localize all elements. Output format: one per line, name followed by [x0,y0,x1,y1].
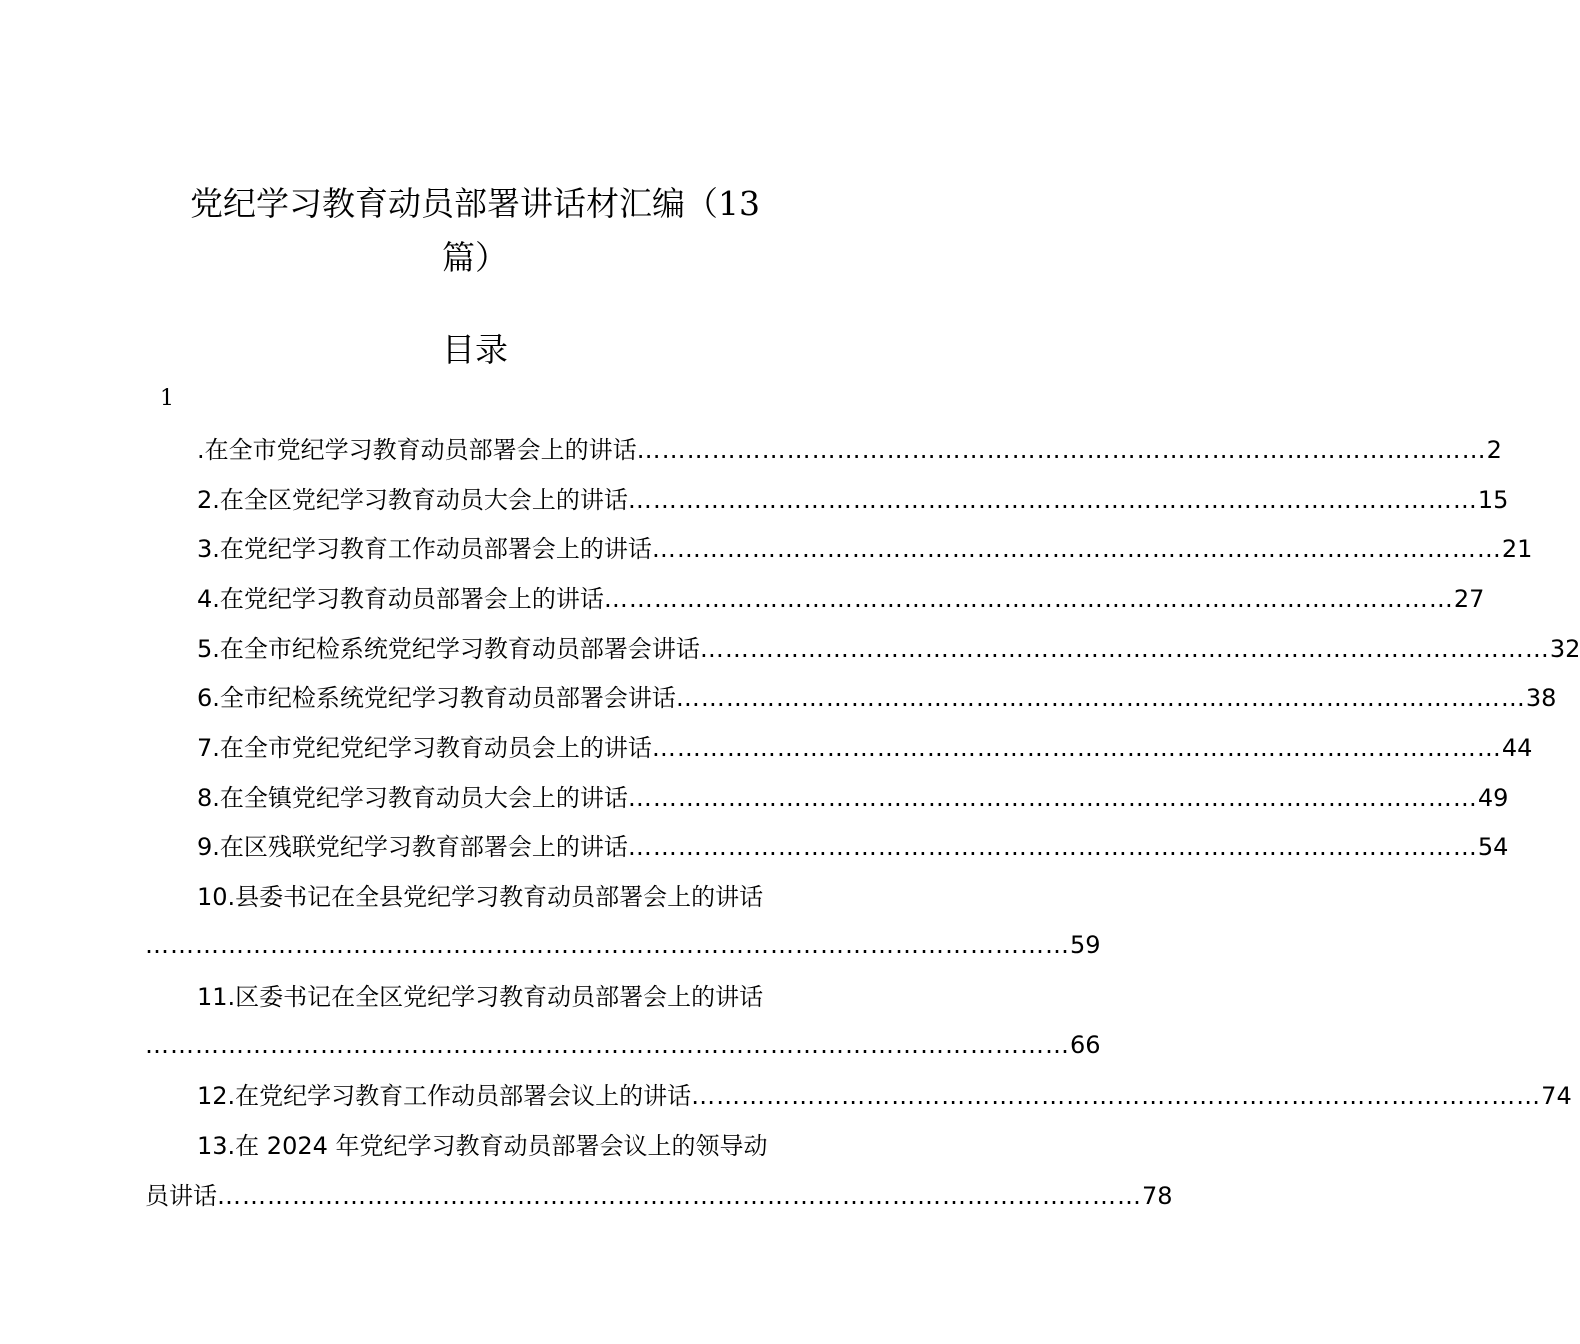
leader-dots: ………………………………………………………………………………………… [651,734,1502,762]
toc-entry-text: 4.在党纪学习教育动员部署会上的讲话 [197,585,604,613]
leader-dots: ………………………………………………………………………………………………… [145,931,1070,959]
toc-entry-page: 49 [1477,784,1509,812]
title-number: 13 [718,184,760,223]
toc-entry-2[interactable] [197,480,1509,520]
leader-dots: ………………………………………………………………………………………… [691,1082,1542,1110]
title-end: 篇） [442,238,508,277]
toc-entry-page: 59 [1070,931,1101,959]
leader-dots: ………………………………………………………………………………………………… [145,1031,1070,1059]
leader-dots: ………………………………………………………………………………………… [675,684,1526,712]
leader-dots: ………………………………………………………………………………………… [627,784,1478,812]
toc-entry-text: 10.县委书记在全县党纪学习教育动员部署会上的讲话 [197,883,764,911]
toc-entry-page: 21 [1501,535,1533,563]
toc-entry-10-line-2[interactable] [145,925,1101,965]
toc-entry-text: 3.在党纪学习教育工作动员部署会上的讲话 [197,535,652,563]
toc-entry-11-line-2[interactable] [145,1025,1101,1065]
list-marker: 1 [160,386,174,411]
leader-dots: ………………………………………………………………………………………… [603,585,1454,613]
toc-entry-13-line-1[interactable] [197,1126,805,1166]
toc-entry-8[interactable] [197,778,1509,818]
toc-entry-13-line-2[interactable] [145,1176,1173,1216]
toc-entry-page: 74 [1541,1082,1572,1110]
toc-entry-10-line-1[interactable] [197,877,805,917]
toc-entry-page: 66 [1070,1031,1101,1059]
toc-entry-page: 15 [1477,486,1509,514]
leader-dots: ………………………………………………………………………………………… [699,635,1550,663]
toc-heading: 目录 [442,330,508,369]
toc-entry-text: .在全市党纪学习教育动员部署会上的讲话 [197,436,637,464]
toc-entry-text: 9.在区残联党纪学习教育部署会上的讲话 [197,833,628,861]
toc-entry-7[interactable] [197,728,1533,768]
toc-entry-1[interactable] [197,430,1502,470]
toc-entry-text: 5.在全市纪检系统党纪学习教育动员部署会讲话 [197,635,700,663]
leader-dots: ………………………………………………………………………………………… [636,436,1487,464]
toc-entry-text: 8.在全镇党纪学习教育动员大会上的讲话 [197,784,628,812]
toc-entry-text: 11.区委书记在全区党纪学习教育动员部署会上的讲话 [197,983,764,1011]
toc-entry-3[interactable] [197,529,1533,569]
toc-entry-text: 2.在全区党纪学习教育动员大会上的讲话 [197,486,628,514]
toc-entry-page: 78 [1142,1182,1173,1210]
title-main: 党纪学习教育动员部署讲话材汇编（ [190,184,718,223]
toc-entry-5[interactable] [197,629,1580,669]
toc-entry-12[interactable] [197,1076,1572,1116]
toc-entry-page: 32 [1549,635,1580,663]
leader-dots: ………………………………………………………………………………………… [627,486,1478,514]
toc-entry-page: 38 [1525,684,1557,712]
toc-entry-text: 13.在 2024 年党纪学习教育动员部署会议上的领导动 [197,1132,768,1160]
toc-entry-6[interactable] [197,678,1557,718]
leader-dots: ………………………………………………………………………………………… [651,535,1502,563]
toc-entry-4[interactable] [197,579,1485,619]
leader-dots: ………………………………………………………………………………………… [627,833,1478,861]
toc-entry-11-line-1[interactable] [197,977,805,1017]
toc-entry-page: 54 [1477,833,1509,861]
toc-entry-text: 12.在党纪学习教育工作动员部署会议上的讲话 [197,1082,692,1110]
toc-entry-page: 27 [1453,585,1485,613]
toc-entry-text-cont: 员讲话 [145,1182,217,1210]
toc-entry-text: 6.全市纪检系统党纪学习教育动员部署会讲话 [197,684,676,712]
toc-entry-text: 7.在全市党纪党纪学习教育动员会上的讲话 [197,734,652,762]
toc-entry-page: 44 [1501,734,1533,762]
toc-entry-page: 2 [1486,436,1502,464]
toc-entry-9[interactable] [197,827,1509,867]
leader-dots: ………………………………………………………………………………………………… [217,1182,1142,1210]
